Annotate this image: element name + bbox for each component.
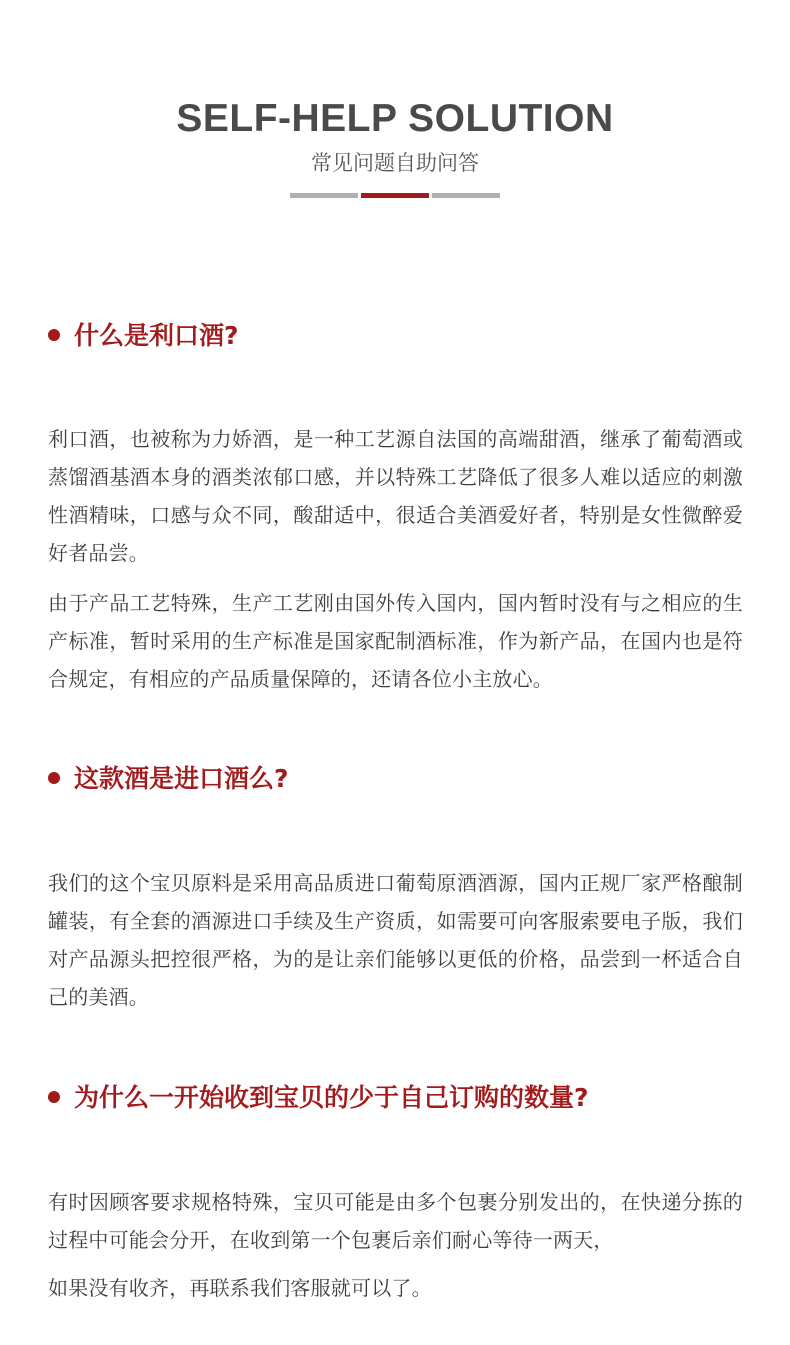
bullet-dot-icon bbox=[48, 329, 60, 341]
faq-answer-2-paragraph-1: 我们的这个宝贝原料是采用高品质进口葡萄原酒酒源，国内正规厂家严格酿制罐装，有全套的酒源进口手续及生产资质，如需要可向客服索要电子版，我们对产品源头把控很严格，为的是让亲们能够以更低的价格，品尝到一杯适合自己的美酒。 bbox=[48, 871, 743, 1009]
faq-answer-3-paragraph-2: 如果没有收齐，再联系我们客服就可以了。 bbox=[48, 1276, 432, 1300]
faq-answer-1-paragraph-2: 由于产品工艺特殊，生产工艺刚由国外传入国内，国内暂时没有与之相应的生产标准，暂时采用的生产标准是国家配制酒标准，作为新产品，在国内也是符合规定，有相应的产品质量保障的，还请各位小主放心。 bbox=[48, 591, 743, 691]
divider-right-segment bbox=[432, 193, 500, 198]
page-subtitle: 常见问题自助问答 bbox=[311, 151, 479, 175]
page-title: SELF-HELP SOLUTION bbox=[176, 97, 614, 140]
bullet-dot-icon bbox=[48, 1091, 60, 1103]
faq-answer-3-paragraph-1: 有时因顾客要求规格特殊，宝贝可能是由多个包裹分别发出的，在快递分拣的过程中可能会分开，在收到第一个包裹后亲们耐心等待一两天， bbox=[48, 1190, 743, 1252]
faq-question-3 bbox=[48, 1081, 589, 1115]
faq-question-1 bbox=[48, 319, 239, 353]
faq-answer-1-paragraph-1: 利口酒，也被称为力娇酒，是一种工艺源自法国的高端甜酒，继承了葡萄酒或蒸馏酒基酒本身的酒类浓郁口感，并以特殊工艺降低了很多人难以适应的刺激性酒精味，口感与众不同，酸甜适中，很适合美酒爱好者，特别是女性微醉爱好者品尝。 bbox=[48, 427, 743, 565]
divider-accent-segment bbox=[361, 193, 429, 198]
faq-question-text: 为什么一开始收到宝贝的少于自己订购的数量? bbox=[74, 1083, 589, 1112]
faq-question-2 bbox=[48, 762, 289, 796]
title-divider bbox=[290, 193, 500, 198]
faq-question-text: 什么是利口酒? bbox=[74, 321, 239, 350]
bullet-dot-icon bbox=[48, 772, 60, 784]
divider-left-segment bbox=[290, 193, 358, 198]
faq-question-text: 这款酒是进口酒么? bbox=[74, 764, 289, 793]
